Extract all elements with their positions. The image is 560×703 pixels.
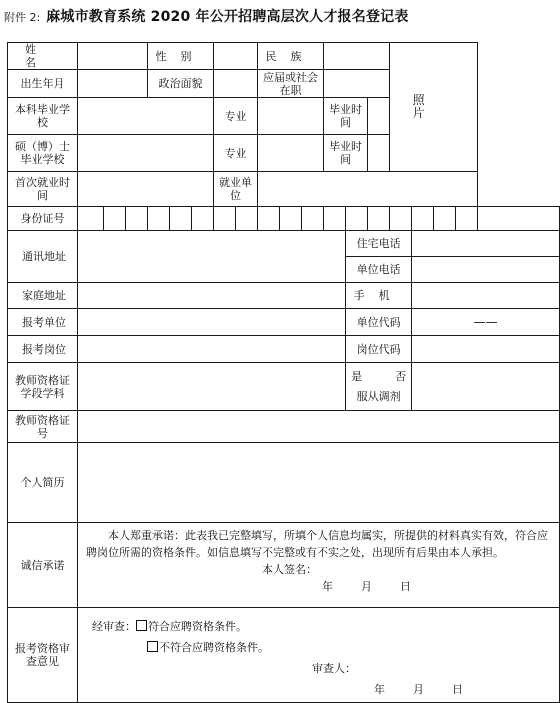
- field-teacher-cert-subject[interactable]: [78, 363, 346, 411]
- field-grad-time-1[interactable]: [368, 98, 412, 135]
- label-id-number: 身份证号: [8, 207, 78, 231]
- field-first-employment[interactable]: [78, 172, 214, 207]
- review-option-1: 符合应聘资格条件。: [148, 620, 247, 633]
- id-digit-box[interactable]: [368, 207, 390, 231]
- label-teacher-cert-no: 教师资格证号: [8, 411, 78, 443]
- id-digit-box[interactable]: [390, 207, 412, 231]
- label-employer: 就业单位: [214, 172, 258, 207]
- label-fresh-grad: 应届或社会在职: [258, 70, 324, 98]
- pledge-cell: [78, 523, 560, 608]
- label-first-employment: 首次就业时间: [8, 172, 78, 207]
- id-digit-box[interactable]: [214, 207, 236, 231]
- field-address[interactable]: [78, 231, 346, 283]
- label-teacher-cert-subject: 教师资格证学段学科: [8, 363, 78, 411]
- review-date: 年 月 日: [374, 683, 465, 696]
- label-applied-unit: 报考单位: [8, 309, 78, 336]
- photo-box[interactable]: 照片: [390, 43, 478, 172]
- label-mobile: 手机: [346, 283, 412, 309]
- field-fresh-grad[interactable]: [324, 70, 390, 98]
- label-applied-post: 报考岗位: [8, 336, 78, 363]
- id-digit-box[interactable]: [346, 207, 368, 231]
- checkbox-eligible[interactable]: [136, 620, 147, 631]
- label-grad-time-2: 毕业时间: [324, 135, 368, 172]
- id-digit-box[interactable]: [78, 207, 104, 231]
- field-birth[interactable]: [78, 70, 148, 98]
- registration-form: [7, 42, 548, 697]
- id-digit-box[interactable]: [324, 207, 346, 231]
- field-unit-code[interactable]: ——: [412, 309, 560, 336]
- id-digit-box[interactable]: [456, 207, 478, 231]
- field-master-school[interactable]: [78, 135, 214, 172]
- field-teacher-cert-no[interactable]: [78, 411, 560, 443]
- id-digit-box[interactable]: [104, 207, 126, 231]
- label-integrity: 诚信承诺: [8, 523, 78, 608]
- label-grad-time-1: 毕业时间: [324, 98, 368, 135]
- id-tail-field[interactable]: [478, 207, 560, 231]
- obey-transfer-options: 是 否: [351, 369, 407, 383]
- review-option-2: 不符合应聘资格条件。: [159, 641, 269, 654]
- field-home-address[interactable]: [78, 283, 346, 309]
- pledge-signature-label: 本人签名：: [262, 563, 317, 576]
- label-political: 政治面貌: [148, 70, 214, 98]
- label-birth: 出生年月: [8, 70, 78, 98]
- obey-transfer-cell[interactable]: [346, 363, 412, 411]
- review-cell: [78, 608, 560, 703]
- label-ethnicity: 民族: [258, 43, 324, 70]
- field-resume[interactable]: [78, 443, 560, 523]
- label-work-phone: 单位电话: [346, 257, 412, 283]
- review-option-2-row: [92, 637, 553, 658]
- field-post-code[interactable]: [412, 336, 560, 363]
- pledge-date: 年 月 日: [322, 580, 413, 593]
- label-review-opinion: 报考资格审查意见: [8, 608, 78, 703]
- label-bachelor-school: 本科毕业学校: [8, 98, 78, 135]
- form-title: 麻城市教育系统 2020 年公开招聘高层次人才报名登记表: [46, 9, 409, 25]
- id-digit-box[interactable]: [170, 207, 192, 231]
- field-applied-post[interactable]: [78, 336, 346, 363]
- field-major-2[interactable]: [258, 135, 324, 172]
- field-name[interactable]: [78, 43, 148, 70]
- label-gender: 性别: [148, 43, 214, 70]
- label-master-school: 硕（博）士毕业学校: [8, 135, 78, 172]
- field-political[interactable]: [214, 70, 258, 98]
- field-ethnicity[interactable]: [324, 43, 390, 70]
- id-digit-box[interactable]: [302, 207, 324, 231]
- field-gender[interactable]: [214, 43, 258, 70]
- label-name: 姓名: [8, 43, 78, 70]
- field-applied-unit[interactable]: [78, 309, 346, 336]
- id-digit-box[interactable]: [280, 207, 302, 231]
- field-work-phone[interactable]: [412, 257, 560, 283]
- id-digit-box[interactable]: [258, 207, 280, 231]
- field-home-phone[interactable]: [412, 231, 560, 257]
- label-post-code: 岗位代码: [346, 336, 412, 363]
- label-address: 通讯地址: [8, 231, 78, 283]
- id-digit-box[interactable]: [236, 207, 258, 231]
- field-bachelor-school[interactable]: [78, 98, 214, 135]
- field-major-1[interactable]: [258, 98, 324, 135]
- attachment-label: 附件 2:: [4, 11, 41, 24]
- obey-transfer-label: 服从调剂: [356, 389, 401, 403]
- review-prefix: 经审查：: [92, 620, 136, 633]
- field-grad-time-2[interactable]: [368, 135, 412, 172]
- label-home-address: 家庭地址: [8, 283, 78, 309]
- label-major-1: 专业: [214, 98, 258, 135]
- label-resume: 个人简历: [8, 443, 78, 523]
- field-mobile[interactable]: [412, 283, 560, 309]
- registration-table: [7, 42, 560, 703]
- id-digit-box[interactable]: [126, 207, 148, 231]
- label-unit-code: 单位代码: [346, 309, 412, 336]
- checkbox-ineligible[interactable]: [147, 641, 158, 652]
- label-home-phone: 住宅电话: [346, 231, 412, 257]
- field-obey-transfer[interactable]: [412, 363, 560, 411]
- review-option-1-row: [92, 616, 553, 637]
- form-header: [4, 6, 496, 30]
- pledge-text: 本人郑重承诺：此表我已完整填写，所填个人信息均属实，所提供的材料真实有效，符合应聘岗位所需的资格条件。如信息填写不完整或有不实之处，出现所有后果由本人承担。: [86, 529, 548, 559]
- reviewer-label: 审查人：: [312, 662, 356, 675]
- field-employer[interactable]: [258, 172, 478, 207]
- id-digit-box[interactable]: [148, 207, 170, 231]
- id-digit-box[interactable]: [434, 207, 456, 231]
- id-digit-box[interactable]: [192, 207, 214, 231]
- label-major-2: 专业: [214, 135, 258, 172]
- id-digit-box[interactable]: [412, 207, 434, 231]
